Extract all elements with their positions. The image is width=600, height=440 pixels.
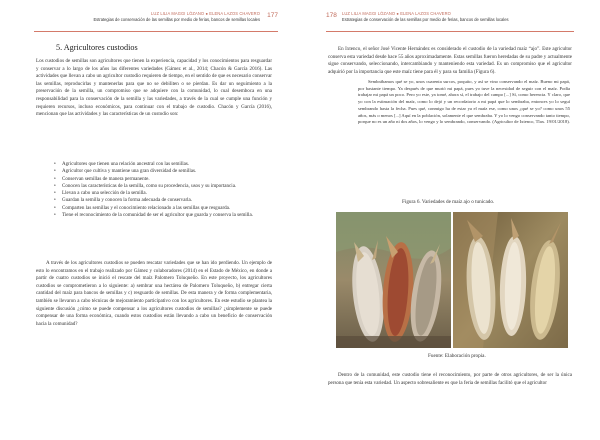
list-item: • Llevan a cabo una selección de la semilla. <box>54 190 272 197</box>
list-item: • Comparten las semillas y el conocimiento relacionado a las semillas que resguarda. <box>54 205 272 212</box>
paragraph: A través de los agricultores custodios se pueden rescatar variedades que se han ido perdiendo. Un ejemplo de esto lo encontramos en el trabajo realizado por Gámez y colaboradores (2014) en el Estado de México, en donde a partir de cuatro custodios se inició el rescate del maíz Palomero Toluqueño. En este proyecto, los agricultores custodios se comprometieron a lo siguiente: a) sembrar una hectárea de Palomero Toluqueño, b) entregar cierta cantidad del maíz para bancos de semillas y c) resguardo de semillas. De esta manera y de forma complementaria, también se llevaron a cabo técnicas de mejoramiento participativo con los agricultores. En este estudio se plantea la siguiente discusión ¿cómo se puede compensar a los agricultores custodios de semillas? ¿simplemente se puede compensar de una forma económica, cuando estos custodios están llevando a cabo un beneficio de conservación hacia la comunidad? <box>36 260 272 327</box>
header-subtitle: Estrategias de conservación de las semillas por medio de ferias, bancos de semillas locales <box>342 17 509 22</box>
maize-photo-left <box>336 212 451 348</box>
paragraph: En Ixtenco, el señor José Vicente Hernández es considerado el custodio de la variedad maíz “ajo”. Este agricultor conserva esta variedad desde hace 55 años aproximadamente. Estas semillas fueron heredadas de su padre y actualmente sigue conservando, seleccionando, intercambiando y manteniendo esta variedad. Es un compromiso que el agricultor adquirió por la importancia que este maíz tiene para él y para su familia (Figura 6). <box>328 46 572 75</box>
header-authors: LUZ LILIA MAGGI LÓZANO ● ELENA LAZOS CHAVERO <box>151 11 260 16</box>
page-number: 178 <box>326 12 337 19</box>
paragraph: Los custodios de semillas son agricultores que tienen la experiencia, capacidad y los conocimientos para resguardar y conservar a lo largo de los años las diferentes variedades (Gámez et al., 2014; Chacón & García 2016). Las actividades que llevan a cabo un agricultor custodio requieren de tiempo, en el sentido de que es necesario conservar las semillas, reproducirlas y mantenerlas para que no se debiliten o se pierdan. Es dar un seguimiento a la preservación de la semilla, un compromiso que se adquiere con la comunidad, lo cual desemboca en una responsabilidad para la conservación de la semilla y las variedades, a través de la cual se cumple una función y requieren recursos, incluso económicos, para continuar con el trabajo de custodio. Chacón y García (2016), mencionan que las actividades y las características de un custodio son: <box>36 58 272 118</box>
maize-photo-right <box>453 212 568 348</box>
header-text <box>93 11 260 22</box>
figure-caption: Figura 6. Variedades de maíz ajo o tunicado. <box>402 199 495 205</box>
running-header <box>326 10 574 32</box>
custodian-characteristics-list <box>54 161 272 219</box>
figure-source: Fuente: Elaboración propia. <box>428 353 486 359</box>
section-title: 5. Agricultores custodios <box>56 43 138 52</box>
list-item: • Tiene el reconocimiento de la comunidad de ser el agricultor que guarda y conserva la semilla. <box>54 212 272 219</box>
header-text <box>342 11 509 22</box>
paragraph: Dentro de la comunidad, este custodio tiene el reconocimiento, por parte de otros agricultores, de ser la única persona que tenía esta variedad. Un aspecto sobresaliente es que la feria de semillas facilitó que el agricultor <box>328 372 572 386</box>
header-subtitle: Estrategias de conservación de las semillas por medio de ferias, bancos de semillas locales <box>93 17 260 22</box>
right-page <box>300 0 600 440</box>
interview-quote: Sembrábamos qué se yo, unos cuarenta surcos, poquito, y así se vino conservando el maíz. Bueno mi papá, por bastante tiempo. Ya después de que murió mi papá, pues yo tuve la necesidad de seguir con el maíz. Podía trabajar mi papá un poco. Pero yo este, ya tomé, ahora sí, el trabajo del campo [...] Sí, como herencia. Y claro, que yo con la estimación del maíz, como lo dejó y un recordatorio a mi papá que lo sembraba, entonces yo lo seguí sembrando hasta la fecha. Pues qué, conmigo ha de estar ya el maíz ese, como unos ¿qué se yo? como unos 55 años, más o menos [...] Aquí en la población, solamente el que sembraba. Y yo lo vengo conservando tanto tiempo, porque no es un año ni dos años, lo vengo y lo sembrando, conservando. (Agricultor de Ixtenco, Tlax. 19/01/2018). <box>358 79 570 125</box>
list-item: • Conservan semillas de manera permanente. <box>54 176 272 183</box>
list-item: • Guardan la semilla y conocen la forma adecuada de conservarla. <box>54 197 272 204</box>
list-item: • Conocen las características de la semilla, como su procedencia, usos y su importancia. <box>54 183 272 190</box>
page-number: 177 <box>267 12 278 19</box>
running-header <box>34 10 278 32</box>
list-item: • Agricultores que tienen una relación ancestral con las semillas. <box>54 161 272 168</box>
header-authors: LUZ LILIA MAGGI LÓZANO ● ELENA LAZOS CHAVERO <box>342 11 451 16</box>
maize-photo <box>336 212 568 348</box>
list-item: • Agricultor que cultiva y mantiene una gran diversidad de semillas. <box>54 168 272 175</box>
